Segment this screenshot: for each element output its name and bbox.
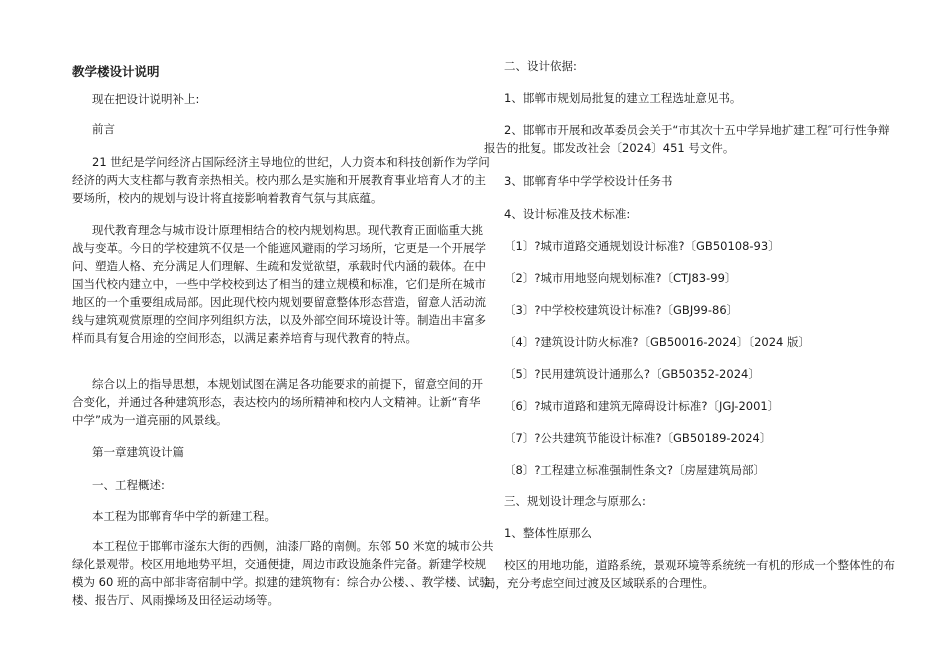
paragraph-1-line: 21 世纪是学问经济占国际经济主导地位的世纪，人力资本和科技创新作为学问 [92, 155, 490, 169]
basis-item: 4、设计标准及技术标准: [504, 207, 631, 221]
paragraph-6-line: 校区的用地功能，道路系统，景观环境等系统统一有机的形成一个整体性的布 [504, 558, 895, 572]
document-title: 教学楼设计说明 [72, 64, 160, 79]
standard-item: 〔6〕?城市道路和建筑无障碍设计标准?〔JGJ-2001〕 [504, 399, 780, 413]
standard-item: 〔8〕?工程建立标准强制性条文?〔房屋建筑局部〕 [504, 463, 766, 477]
standard-item: 〔7〕?公共建筑节能设计标准?〔GB50189-2024〕 [504, 431, 772, 445]
paragraph-6-line: 局，充分考虑空间过渡及区域联系的合理性。 [484, 576, 714, 590]
paragraph-5-line: 绿化景观带。校区用地地势平坦，交通便捷，周边市政设施条件完备。新建学校规 [72, 557, 486, 571]
basis-item: 2、邯郸市开展和改革委员会关于“市其次十五中学异地扩建工程″可行性争辩 [504, 123, 890, 137]
standard-item: 〔3〕?中学校校建筑设计标准?〔GBJ99-86〕 [504, 303, 739, 317]
paragraph-5-line: 楼、报告厅、风雨操场及田径运动场等。 [72, 593, 279, 607]
paragraph-2-line: 样而具有复合用途的空间形态，以满足素养培育与现代教育的特点。 [72, 331, 417, 345]
paragraph-5-line: 本工程位于邯郸市滏东大街的西侧，油漆厂路的南侧。东邻 50 米宽的城市公共 [92, 539, 494, 553]
paragraph-2-line: 国当代校内建立中，一些中学校校到达了相当的建立规模和标准，它们是所在城市 [72, 277, 486, 291]
paragraph-2-line: 线与建筑观赏原理的空间序列组织方法，以及外部空间环境设计等。制造出丰富多 [72, 313, 486, 327]
standard-item: 〔5〕?民用建筑设计通那么?〔GB50352-2024〕 [504, 367, 760, 381]
section-heading: 一、工程概述: [92, 478, 165, 492]
paragraph-4: 本工程为邯郸育华中学的新建工程。 [92, 509, 276, 523]
section-heading: 二、设计依据: [504, 59, 577, 73]
basis-item: 1、邯郸市规划局批复的建立工程选址意见书。 [504, 91, 742, 105]
paragraph-2-line: 地区的一个重要组成局部。因此现代校内规划要留意整体形态营造，留意人活动流 [72, 295, 486, 309]
paragraph-2-line: 问、塑造人格、充分满足人们理解、生疏和发觉欲望，承载时代内涵的载体。在中 [72, 259, 486, 273]
paragraph-1-line: 要场所，校内的规划与设计将直接影响着教育气氛与其底蕴。 [72, 191, 383, 205]
chapter-heading: 第一章建筑设计篇 [92, 445, 184, 459]
standard-item: 〔4〕?建筑设计防火标准?〔GB50016-2024〕〔2024 版〕 [504, 335, 810, 349]
paragraph-1-line: 经济的两大支柱都与教育亲热相关。校内那么是实施和开展教育事业培育人才的主 [72, 173, 486, 187]
intro-line: 现在把设计说明补上: [92, 92, 200, 106]
preface-heading: 前言 [92, 122, 115, 136]
standard-item: 〔2〕?城市用地竖向规划标准?〔CTJ83-99〕 [504, 271, 737, 285]
subsection-heading: 1、整体性原那么 [504, 526, 592, 540]
basis-item: 3、邯郸育华中学学校设计任务书 [504, 174, 673, 188]
paragraph-2-line: 战与变革。今日的学校建筑不仅是一个能遮风避雨的学习场所，它更是一个开展学 [72, 241, 486, 255]
paragraph-5-line: 模为 60 班的高中部非寄宿制中学。拟建的建筑物有：综合办公楼、、教学楼、试验 [72, 575, 491, 589]
paragraph-3-line: 合变化，并通过各种建筑形态，表达校内的场所精神和校内人文精神。让新“育华 [72, 395, 481, 409]
paragraph-2-line: 现代教育理念与城市设计原理相结合的校内规划构思。现代教育正面临重大挑 [92, 223, 483, 237]
basis-item: 报告的批复。邯发改社会〔2024〕451 号文件。 [484, 141, 735, 155]
section-heading: 三、规划设计理念与原那么: [504, 494, 646, 508]
paragraph-3-line: 中学”成为一道亮丽的风景线。 [72, 413, 228, 427]
paragraph-3-line: 综合以上的指导思想，本规划试图在满足各功能要求的前提下，留意空间的开 [92, 377, 483, 391]
standard-item: 〔1〕?城市道路交通规划设计标准?〔GB50108-93〕 [504, 239, 780, 253]
